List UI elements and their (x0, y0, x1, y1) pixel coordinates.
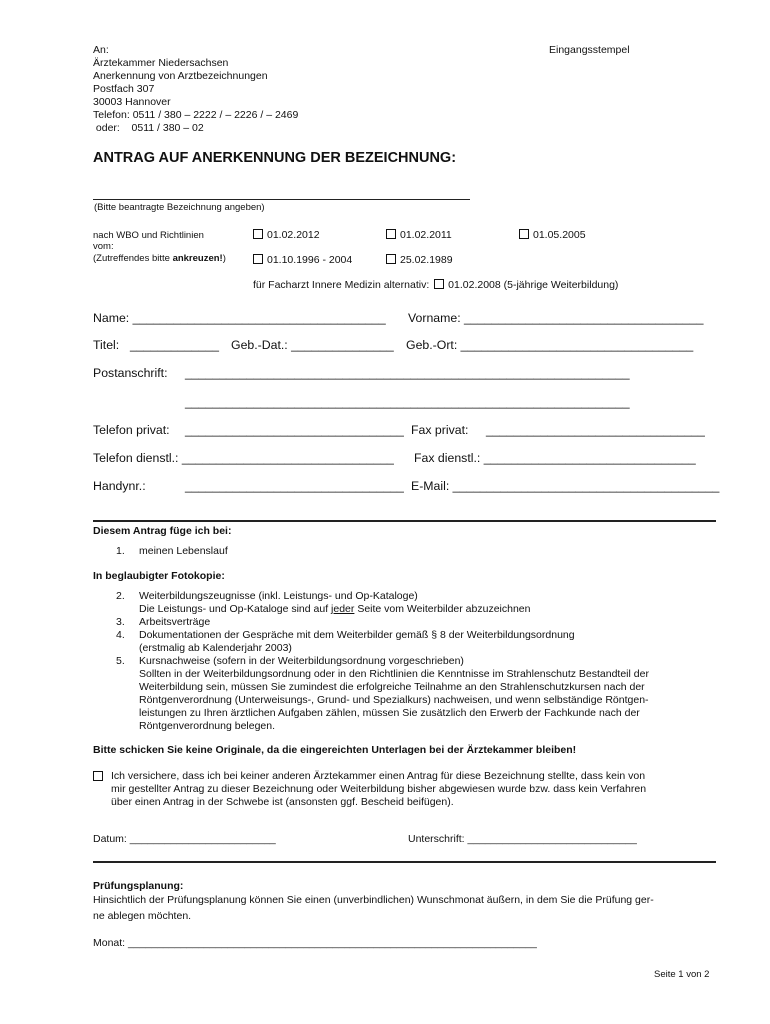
section-divider (93, 861, 716, 863)
attachment-item-note: Weiterbildung sein, müssen Sie zumindest die erfolgreiche Teilnahme an den Strahlenschutzkursen nach der (139, 681, 645, 693)
postanschrift-field-2[interactable]: _________________________________________________________________ (185, 395, 630, 409)
internist-checkbox[interactable] (434, 279, 444, 289)
titel-label: Titel: (93, 338, 120, 352)
attachment-item: Kursnachweise (sofern in der Weiterbildungsordnung vorgeschrieben) (139, 655, 464, 667)
wbo-option-2012[interactable] (253, 229, 320, 242)
attachment-item: Arbeitsverträge (139, 616, 211, 628)
option-label: 01.10.1996 - 2004 (267, 254, 353, 266)
form-title: ANTRAG AUF ANERKENNUNG DER BEZEICHNUNG: (93, 150, 457, 166)
note-emphasis: jeder (331, 603, 355, 615)
internist-alternative (253, 279, 618, 292)
item-number: 1. (116, 545, 125, 557)
checkbox[interactable] (386, 229, 396, 239)
designation-hint: (Bitte beantragte Bezeichnung angeben) (94, 202, 265, 213)
note-prefix: Die Leistungs- und Op-Kataloge sind auf (139, 603, 332, 615)
declaration-text-line2: mir gestellter Antrag zu dieser Bezeichnung oder Weiterbildung bisher abgewiesen wurde bzw. dass kein Verfahren (111, 783, 647, 795)
item-number: 4. (116, 629, 125, 641)
fax-privat-label: Fax privat: (411, 423, 469, 437)
option-label: 01.05.2005 (533, 229, 586, 241)
recipient-pobox: Postfach 307 (93, 83, 155, 95)
attachment-item-note: Sollten in der Weiterbildungsordnung oder in den Richtlinien die Kenntnisse im Strahlenschutz Bestandteil der (139, 668, 649, 680)
postanschrift-field-1[interactable]: _________________________________________________________________ (185, 366, 630, 380)
wbo-hint-prefix: (Zutreffendes bitte (93, 253, 173, 264)
exam-text-line2: ne ablegen möchten. (93, 910, 192, 922)
attachment-item: meinen Lebenslauf (139, 545, 228, 557)
attachment-item-note (139, 603, 530, 616)
option-label: 01.02.2011 (400, 229, 452, 241)
declaration-text-line1: Ich versichere, dass ich bei keiner anderen Ärztekammer einen Antrag für diese Bezeichnung stellte, dass kein von (111, 770, 646, 782)
geb-ort-field[interactable]: Geb.-Ort: __________________________________ (406, 338, 694, 352)
name-field[interactable]: Name: _____________________________________ (93, 311, 386, 325)
wbo-option-2011[interactable] (386, 229, 452, 242)
checkbox[interactable] (253, 254, 263, 264)
recipient-department: Anerkennung von Arztbezeichnungen (93, 70, 268, 82)
vorname-field[interactable]: Vorname: ___________________________________ (408, 311, 704, 325)
datum-field[interactable]: Datum: _________________________ (93, 833, 276, 845)
item-number: 3. (116, 616, 125, 628)
wbo-option-1996-2004[interactable] (253, 254, 352, 267)
recipient-city: 30003 Hannover (93, 96, 171, 108)
declaration-text-line3: über einen Antrag in der Schwebe ist (ansonsten ggf. Bescheid beifügen). (111, 796, 454, 808)
checkbox[interactable] (386, 254, 396, 264)
exam-text-line1: Hinsichtlich der Prüfungsplanung können Sie einen (unverbindlichen) Wunschmonat äußern, in dem Sie die Prüfung ger- (93, 894, 654, 906)
section-divider (93, 520, 716, 522)
item-number: 5. (116, 655, 125, 667)
handynr-label: Handynr.: (93, 479, 146, 493)
wbo-label-line1: nach WBO und Richtlinien (93, 230, 204, 241)
page-number: Seite 1 von 2 (654, 969, 710, 980)
telefon-dienstl-field[interactable]: Telefon dienstl.: _______________________________ (93, 451, 394, 465)
geb-dat-field[interactable]: Geb.-Dat.: _______________ (231, 338, 394, 352)
option-label: 01.02.2012 (267, 229, 320, 241)
copies-heading: In beglaubigter Fotokopie: (93, 570, 225, 582)
titel-field[interactable]: _____________ (130, 338, 219, 352)
wbo-hint-bold: ankreuzen! (172, 253, 223, 264)
wbo-label-line2: vom: (93, 241, 114, 252)
fax-privat-field[interactable]: ________________________________ (486, 423, 705, 437)
unterschrift-field[interactable]: Unterschrift: _____________________________ (408, 833, 637, 845)
attachment-item: Weiterbildungszeugnisse (inkl. Leistungs- und Op-Kataloge) (139, 590, 418, 602)
attachment-item-note: (erstmalig ab Kalenderjahr 2003) (139, 642, 292, 654)
attachment-item: Dokumentationen der Gespräche mit dem Weiterbilder gemäß § 8 der Weiterbildungsordnung (139, 629, 575, 641)
postanschrift-label: Postanschrift: (93, 366, 168, 380)
wbo-label-line3 (93, 253, 226, 264)
telefon-privat-field[interactable]: ________________________________ (185, 423, 404, 437)
internist-option-label: 01.02.2008 (5-jährige Weiterbildung) (448, 279, 619, 291)
wbo-option-1989[interactable] (386, 254, 453, 267)
stamp-label: Eingangsstempel (549, 44, 630, 56)
monat-field[interactable]: Monat: ______________________________________________________________________ (93, 937, 537, 949)
recipient-label: An: (93, 44, 109, 56)
attachment-item-note: Röntgenverordnung (Unterweisungs-, Grund- und Spezialkurs) nachweisen, und wenn selbständige Röntgen- (139, 694, 649, 706)
option-label: 25.02.1989 (400, 254, 453, 266)
email-field[interactable]: E-Mail: _______________________________________ (411, 479, 720, 493)
designation-input-line[interactable] (93, 199, 470, 200)
recipient-phone: Telefon: 0511 / 380 – 2222 / – 2226 / – 2469 (93, 109, 299, 121)
note-suffix: Seite vom Weiterbilder abzuzeichnen (354, 603, 531, 615)
handynr-field[interactable]: ________________________________ (185, 479, 404, 493)
checkbox[interactable] (519, 229, 529, 239)
item-number: 2. (116, 590, 125, 602)
recipient-name: Ärztekammer Niedersachsen (93, 57, 229, 69)
telefon-privat-label: Telefon privat: (93, 423, 170, 437)
no-originals-notice: Bitte schicken Sie keine Originale, da die eingereichten Unterlagen bei der Ärztekammer bleiben! (93, 744, 577, 756)
wbo-hint-suffix: ) (222, 253, 226, 264)
declaration-checkbox[interactable] (93, 771, 103, 781)
wbo-option-2005[interactable] (519, 229, 586, 242)
attachment-item-note: Röntgenverordnung belegen. (139, 720, 276, 732)
attachments-heading: Diesem Antrag füge ich bei: (93, 525, 232, 537)
fax-dienstl-field[interactable]: Fax dienstl.: _______________________________ (414, 451, 696, 465)
internist-label: für Facharzt Innere Medizin alternativ: (253, 279, 430, 291)
recipient-phone-alt: oder: 0511 / 380 – 02 (93, 122, 204, 134)
exam-heading: Prüfungsplanung: (93, 880, 184, 892)
attachment-item-note: leistungen zu Ihren ärztlichen Aufgaben zählen, müssen Sie zusätzlich den Erwerb der Fachkunde nach der (139, 707, 640, 719)
checkbox[interactable] (253, 229, 263, 239)
